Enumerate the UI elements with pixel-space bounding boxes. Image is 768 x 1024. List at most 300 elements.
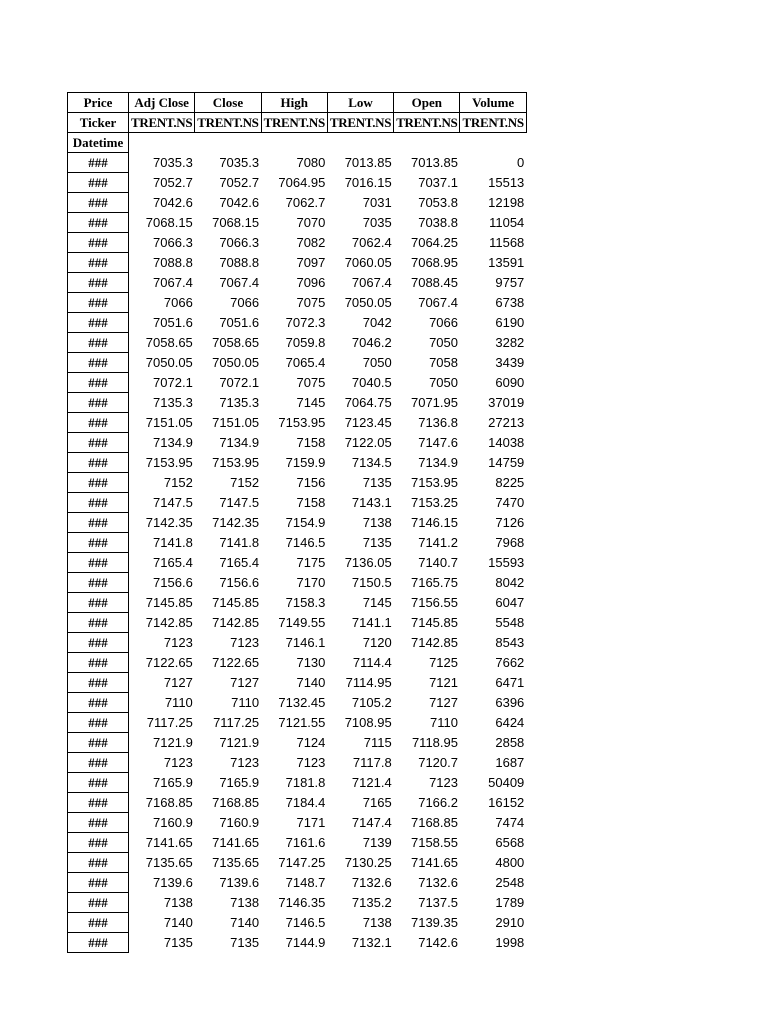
volume-cell[interactable]: 8225: [495, 475, 525, 490]
ticker-cell[interactable]: TRENT.NS: [129, 113, 195, 133]
adj-close-cell[interactable]: 7135: [163, 935, 193, 950]
datetime-cell[interactable]: ###: [68, 313, 129, 333]
adj-close-cell[interactable]: 7051.6: [153, 315, 193, 330]
volume-cell[interactable]: 1687: [495, 755, 525, 770]
low-cell[interactable]: 7145: [362, 595, 392, 610]
low-cell[interactable]: 7120: [362, 635, 392, 650]
high-cell[interactable]: 7123: [296, 755, 326, 770]
volume-cell[interactable]: 4800: [495, 855, 525, 870]
empty-cell[interactable]: [327, 133, 393, 153]
low-cell[interactable]: 7135: [362, 475, 392, 490]
low-cell[interactable]: 7050.05: [344, 295, 392, 310]
low-cell[interactable]: 7062.4: [351, 235, 392, 250]
low-cell[interactable]: 7042: [362, 315, 392, 330]
close-cell[interactable]: 7121.9: [219, 735, 260, 750]
open-cell[interactable]: 7038.8: [418, 215, 458, 230]
close-cell[interactable]: 7168.85: [212, 795, 260, 810]
close-cell[interactable]: 7110: [231, 695, 260, 710]
volume-cell[interactable]: 7470: [495, 495, 525, 510]
high-cell[interactable]: 7158.3: [285, 595, 326, 610]
close-cell[interactable]: 7072.1: [219, 375, 260, 390]
close-cell[interactable]: 7151.05: [212, 415, 260, 430]
volume-cell[interactable]: 14038: [488, 435, 525, 450]
high-cell[interactable]: 7175: [296, 555, 326, 570]
high-cell[interactable]: 7147.25: [278, 855, 326, 870]
high-cell[interactable]: 7080: [296, 155, 326, 170]
close-cell[interactable]: 7134.9: [219, 435, 260, 450]
low-cell[interactable]: 7031: [362, 195, 392, 210]
open-cell[interactable]: 7132.6: [418, 875, 458, 890]
close-cell[interactable]: 7135.65: [212, 855, 260, 870]
datetime-cell[interactable]: ###: [68, 233, 129, 253]
high-cell[interactable]: 7132.45: [278, 695, 326, 710]
datetime-cell[interactable]: ###: [68, 253, 129, 273]
low-cell[interactable]: 7046.2: [351, 335, 392, 350]
open-cell[interactable]: 7050: [429, 375, 458, 390]
adj-close-cell[interactable]: 7147.5: [153, 495, 193, 510]
ticker-cell[interactable]: TRENT.NS: [195, 113, 261, 133]
low-cell[interactable]: 7143.1: [351, 495, 392, 510]
adj-close-cell[interactable]: 7165.9: [153, 775, 193, 790]
high-cell[interactable]: 7184.4: [285, 795, 326, 810]
close-cell[interactable]: 7051.6: [219, 315, 260, 330]
adj-close-cell[interactable]: 7139.6: [153, 875, 193, 890]
datetime-cell[interactable]: ###: [68, 573, 129, 593]
low-cell[interactable]: 7138: [362, 515, 392, 530]
high-cell[interactable]: 7146.5: [285, 915, 326, 930]
low-cell[interactable]: 7122.05: [344, 435, 392, 450]
volume-cell[interactable]: 6424: [495, 715, 525, 730]
high-cell[interactable]: 7145: [296, 395, 326, 410]
ticker-cell[interactable]: TRENT.NS: [394, 113, 460, 133]
low-cell[interactable]: 7016.15: [344, 175, 392, 190]
low-cell[interactable]: 7117.8: [352, 755, 392, 770]
adj-close-cell[interactable]: 7135.65: [145, 855, 193, 870]
adj-close-cell[interactable]: 7134.9: [153, 435, 193, 450]
open-cell[interactable]: 7136.8: [418, 415, 458, 430]
datetime-cell[interactable]: ###: [68, 533, 129, 553]
low-cell[interactable]: 7136.05: [344, 555, 392, 570]
ticker-cell[interactable]: TRENT.NS: [460, 113, 526, 133]
volume-cell[interactable]: 15593: [488, 555, 525, 570]
low-cell[interactable]: 7134.5: [351, 455, 392, 470]
low-cell[interactable]: 7108.95: [344, 715, 392, 730]
datetime-cell[interactable]: ###: [68, 893, 129, 913]
adj-close-cell[interactable]: 7160.9: [153, 815, 193, 830]
empty-cell[interactable]: [460, 133, 526, 153]
volume-cell[interactable]: 11568: [489, 235, 525, 250]
close-cell[interactable]: 7088.8: [219, 255, 260, 270]
adj-close-cell[interactable]: 7066: [163, 295, 193, 310]
adj-close-cell[interactable]: 7052.7: [153, 175, 193, 190]
volume-cell[interactable]: 27213: [488, 415, 525, 430]
volume-cell[interactable]: 37019: [488, 395, 525, 410]
adj-close-cell[interactable]: 7067.4: [153, 275, 193, 290]
volume-cell[interactable]: 6471: [495, 675, 525, 690]
low-cell[interactable]: 7115: [363, 735, 392, 750]
low-cell[interactable]: 7013.85: [344, 155, 392, 170]
adj-close-cell[interactable]: 7152: [163, 475, 193, 490]
datetime-cell[interactable]: ###: [68, 813, 129, 833]
open-cell[interactable]: 7121: [429, 675, 458, 690]
high-cell[interactable]: 7159.9: [285, 455, 326, 470]
high-cell[interactable]: 7065.4: [285, 355, 326, 370]
adj-close-cell[interactable]: 7145.85: [145, 595, 193, 610]
volume-cell[interactable]: 3439: [495, 355, 525, 370]
adj-close-cell[interactable]: 7153.95: [145, 455, 193, 470]
close-cell[interactable]: 7135: [230, 935, 260, 950]
close-cell[interactable]: 7147.5: [219, 495, 260, 510]
open-cell[interactable]: 7125: [429, 655, 458, 670]
volume-cell[interactable]: 8543: [495, 635, 525, 650]
low-cell[interactable]: 7141.1: [351, 615, 392, 630]
close-cell[interactable]: 7138: [230, 895, 260, 910]
datetime-cell[interactable]: ###: [68, 673, 129, 693]
datetime-cell[interactable]: ###: [68, 433, 129, 453]
adj-close-cell[interactable]: 7066.3: [153, 235, 193, 250]
empty-cell[interactable]: [195, 133, 261, 153]
low-cell[interactable]: 7139: [362, 835, 392, 850]
high-cell[interactable]: 7171: [296, 815, 326, 830]
high-cell[interactable]: 7146.5: [285, 535, 326, 550]
volume-cell[interactable]: 8042: [495, 575, 525, 590]
volume-cell[interactable]: 15513: [488, 175, 525, 190]
datetime-cell[interactable]: ###: [68, 193, 129, 213]
datetime-cell[interactable]: ###: [68, 393, 129, 413]
high-cell[interactable]: 7075: [296, 375, 326, 390]
close-cell[interactable]: 7152: [230, 475, 260, 490]
open-cell[interactable]: 7120.7: [418, 755, 458, 770]
open-cell[interactable]: 7146.15: [410, 515, 458, 530]
open-cell[interactable]: 7153.25: [410, 495, 458, 510]
adj-close-cell[interactable]: 7050.05: [145, 355, 193, 370]
open-cell[interactable]: 7058: [429, 355, 458, 370]
volume-cell[interactable]: 16152: [488, 795, 525, 810]
datetime-cell[interactable]: ###: [68, 773, 129, 793]
open-cell[interactable]: 7066: [429, 315, 458, 330]
low-cell[interactable]: 7114.4: [352, 655, 392, 670]
high-cell[interactable]: 7097: [296, 255, 326, 270]
close-cell[interactable]: 7122.65: [212, 655, 260, 670]
datetime-cell[interactable]: ###: [68, 413, 129, 433]
high-cell[interactable]: 7140: [296, 675, 326, 690]
header-close[interactable]: Close: [195, 93, 261, 113]
high-cell[interactable]: 7156: [296, 475, 326, 490]
datetime-cell[interactable]: ###: [68, 553, 129, 573]
adj-close-cell[interactable]: 7142.35: [145, 515, 193, 530]
high-cell[interactable]: 7158: [296, 435, 326, 450]
close-cell[interactable]: 7156.6: [219, 575, 260, 590]
high-cell[interactable]: 7148.7: [285, 875, 326, 890]
adj-close-cell[interactable]: 7117.25: [146, 715, 193, 730]
high-cell[interactable]: 7170: [296, 575, 326, 590]
adj-close-cell[interactable]: 7121.9: [153, 735, 193, 750]
high-cell[interactable]: 7121.55: [278, 715, 326, 730]
header-high[interactable]: High: [261, 93, 327, 113]
header-price[interactable]: Price: [68, 93, 129, 113]
high-cell[interactable]: 7144.9: [285, 935, 326, 950]
low-cell[interactable]: 7132.6: [351, 875, 392, 890]
empty-cell[interactable]: [261, 133, 327, 153]
datetime-cell[interactable]: ###: [68, 153, 129, 173]
close-cell[interactable]: 7141.8: [219, 535, 260, 550]
open-cell[interactable]: 7118.95: [411, 735, 458, 750]
ticker-cell[interactable]: TRENT.NS: [261, 113, 327, 133]
close-cell[interactable]: 7123: [230, 635, 260, 650]
adj-close-cell[interactable]: 7072.1: [153, 375, 193, 390]
datetime-cell[interactable]: ###: [68, 873, 129, 893]
open-cell[interactable]: 7139.35: [410, 915, 458, 930]
datetime-cell[interactable]: ###: [68, 213, 129, 233]
close-cell[interactable]: 7142.35: [212, 515, 260, 530]
volume-cell[interactable]: 3282: [495, 335, 525, 350]
close-cell[interactable]: 7042.6: [219, 195, 260, 210]
close-cell[interactable]: 7127: [230, 675, 260, 690]
low-cell[interactable]: 7064.75: [344, 395, 392, 410]
high-cell[interactable]: 7146.35: [278, 895, 326, 910]
volume-cell[interactable]: 7126: [495, 515, 525, 530]
adj-close-cell[interactable]: 7123: [163, 635, 193, 650]
low-cell[interactable]: 7135: [362, 535, 392, 550]
low-cell[interactable]: 7067.4: [351, 275, 392, 290]
volume-cell[interactable]: 0: [517, 155, 525, 170]
open-cell[interactable]: 7127: [429, 695, 458, 710]
adj-close-cell[interactable]: 7058.65: [145, 335, 193, 350]
low-cell[interactable]: 7132.1: [351, 935, 392, 950]
adj-close-cell[interactable]: 7042.6: [153, 195, 193, 210]
open-cell[interactable]: 7037.1: [418, 175, 458, 190]
volume-cell[interactable]: 2548: [495, 875, 525, 890]
adj-close-cell[interactable]: 7140: [163, 915, 193, 930]
adj-close-cell[interactable]: 7088.8: [153, 255, 193, 270]
adj-close-cell[interactable]: 7141.65: [145, 835, 193, 850]
close-cell[interactable]: 7117.25: [213, 715, 260, 730]
close-cell[interactable]: 7058.65: [212, 335, 260, 350]
high-cell[interactable]: 7082: [296, 235, 326, 250]
volume-cell[interactable]: 2858: [495, 735, 525, 750]
datetime-cell[interactable]: ###: [68, 653, 129, 673]
datetime-cell[interactable]: ###: [68, 293, 129, 313]
open-cell[interactable]: 7166.2: [418, 795, 458, 810]
high-cell[interactable]: 7072.3: [285, 315, 326, 330]
open-cell[interactable]: 7147.6: [418, 435, 458, 450]
high-cell[interactable]: 7161.6: [285, 835, 326, 850]
datetime-cell[interactable]: ###: [68, 353, 129, 373]
volume-cell[interactable]: 6396: [495, 695, 525, 710]
volume-cell[interactable]: 12198: [488, 195, 525, 210]
high-cell[interactable]: 7064.95: [278, 175, 326, 190]
high-cell[interactable]: 7096: [296, 275, 326, 290]
low-cell[interactable]: 7105.2: [351, 695, 392, 710]
datetime-cell[interactable]: ###: [68, 593, 129, 613]
adj-close-cell[interactable]: 7138: [163, 895, 193, 910]
volume-cell[interactable]: 7474: [495, 815, 525, 830]
open-cell[interactable]: 7067.4: [418, 295, 458, 310]
close-cell[interactable]: 7153.95: [212, 455, 260, 470]
adj-close-cell[interactable]: 7141.8: [153, 535, 193, 550]
volume-cell[interactable]: 9757: [495, 275, 525, 290]
datetime-cell[interactable]: ###: [68, 833, 129, 853]
low-cell[interactable]: 7060.05: [344, 255, 392, 270]
high-cell[interactable]: 7181.8: [285, 775, 326, 790]
datetime-cell[interactable]: ###: [68, 733, 129, 753]
close-cell[interactable]: 7067.4: [219, 275, 260, 290]
adj-close-cell[interactable]: 7127: [163, 675, 193, 690]
close-cell[interactable]: 7068.15: [212, 215, 260, 230]
low-cell[interactable]: 7147.4: [351, 815, 392, 830]
close-cell[interactable]: 7066: [230, 295, 260, 310]
volume-cell[interactable]: 6047: [495, 595, 525, 610]
datetime-cell[interactable]: ###: [68, 513, 129, 533]
high-cell[interactable]: 7062.7: [285, 195, 326, 210]
header-adj-close[interactable]: Adj Close: [129, 93, 195, 113]
high-cell[interactable]: 7146.1: [285, 635, 326, 650]
close-cell[interactable]: 7141.65: [212, 835, 260, 850]
adj-close-cell[interactable]: 7035.3: [153, 155, 193, 170]
high-cell[interactable]: 7070: [296, 215, 326, 230]
datetime-cell[interactable]: ###: [68, 933, 129, 953]
volume-cell[interactable]: 1998: [495, 935, 525, 950]
index-label[interactable]: Datetime: [68, 133, 129, 153]
datetime-cell[interactable]: ###: [68, 633, 129, 653]
open-cell[interactable]: 7110: [430, 715, 458, 730]
open-cell[interactable]: 7053.8: [418, 195, 458, 210]
volume-cell[interactable]: 6738: [495, 295, 525, 310]
adj-close-cell[interactable]: 7123: [163, 755, 193, 770]
high-cell[interactable]: 7124: [296, 735, 326, 750]
open-cell[interactable]: 7168.85: [410, 815, 458, 830]
open-cell[interactable]: 7158.55: [410, 835, 458, 850]
datetime-cell[interactable]: ###: [68, 333, 129, 353]
volume-cell[interactable]: 11054: [489, 215, 525, 230]
open-cell[interactable]: 7068.95: [410, 255, 458, 270]
volume-cell[interactable]: 6190: [495, 315, 525, 330]
datetime-cell[interactable]: ###: [68, 913, 129, 933]
header-low[interactable]: Low: [327, 93, 393, 113]
datetime-cell[interactable]: ###: [68, 853, 129, 873]
low-cell[interactable]: 7165: [362, 795, 392, 810]
datetime-cell[interactable]: ###: [68, 793, 129, 813]
adj-close-cell[interactable]: 7156.6: [153, 575, 193, 590]
close-cell[interactable]: 7145.85: [212, 595, 260, 610]
adj-close-cell[interactable]: 7110: [164, 695, 193, 710]
datetime-cell[interactable]: ###: [68, 713, 129, 733]
datetime-cell[interactable]: ###: [68, 373, 129, 393]
header-volume[interactable]: Volume: [460, 93, 526, 113]
open-cell[interactable]: 7156.55: [410, 595, 458, 610]
open-cell[interactable]: 7165.75: [410, 575, 458, 590]
open-cell[interactable]: 7145.85: [410, 615, 458, 630]
ticker-cell[interactable]: TRENT.NS: [327, 113, 393, 133]
low-cell[interactable]: 7040.5: [351, 375, 392, 390]
close-cell[interactable]: 7165.9: [219, 775, 260, 790]
high-cell[interactable]: 7149.55: [278, 615, 326, 630]
datetime-cell[interactable]: ###: [68, 753, 129, 773]
open-cell[interactable]: 7064.25: [410, 235, 458, 250]
close-cell[interactable]: 7035.3: [219, 155, 260, 170]
adj-close-cell[interactable]: 7168.85: [145, 795, 193, 810]
low-cell[interactable]: 7150.5: [351, 575, 392, 590]
high-cell[interactable]: 7130: [296, 655, 326, 670]
datetime-cell[interactable]: ###: [68, 693, 129, 713]
low-cell[interactable]: 7123.45: [344, 415, 392, 430]
open-cell[interactable]: 7140.7: [418, 555, 458, 570]
close-cell[interactable]: 7140: [230, 915, 260, 930]
low-cell[interactable]: 7114.95: [345, 675, 392, 690]
low-cell[interactable]: 7138: [362, 915, 392, 930]
volume-cell[interactable]: 7662: [495, 655, 525, 670]
volume-cell[interactable]: 13591: [488, 255, 525, 270]
open-cell[interactable]: 7050: [429, 335, 458, 350]
empty-cell[interactable]: [129, 133, 195, 153]
datetime-cell[interactable]: ###: [68, 273, 129, 293]
adj-close-cell[interactable]: 7151.05: [145, 415, 193, 430]
volume-cell[interactable]: 2910: [495, 915, 525, 930]
open-cell[interactable]: 7071.95: [410, 395, 458, 410]
low-cell[interactable]: 7135.2: [351, 895, 392, 910]
volume-cell[interactable]: 5548: [495, 615, 525, 630]
adj-close-cell[interactable]: 7142.85: [145, 615, 193, 630]
close-cell[interactable]: 7052.7: [219, 175, 260, 190]
adj-close-cell[interactable]: 7122.65: [145, 655, 193, 670]
open-cell[interactable]: 7088.45: [410, 275, 458, 290]
low-cell[interactable]: 7050: [362, 355, 392, 370]
close-cell[interactable]: 7135.3: [219, 395, 260, 410]
close-cell[interactable]: 7050.05: [212, 355, 260, 370]
volume-cell[interactable]: 50409: [488, 775, 525, 790]
volume-cell[interactable]: 6568: [495, 835, 525, 850]
open-cell[interactable]: 7137.5: [418, 895, 458, 910]
high-cell[interactable]: 7154.9: [285, 515, 326, 530]
empty-cell[interactable]: [394, 133, 460, 153]
header-open[interactable]: Open: [394, 93, 460, 113]
ticker-label[interactable]: Ticker: [68, 113, 129, 133]
open-cell[interactable]: 7142.6: [418, 935, 458, 950]
close-cell[interactable]: 7139.6: [219, 875, 260, 890]
adj-close-cell[interactable]: 7068.15: [145, 215, 193, 230]
low-cell[interactable]: 7130.25: [344, 855, 392, 870]
close-cell[interactable]: 7142.85: [212, 615, 260, 630]
close-cell[interactable]: 7160.9: [219, 815, 260, 830]
volume-cell[interactable]: 14759: [488, 455, 525, 470]
datetime-cell[interactable]: ###: [68, 453, 129, 473]
open-cell[interactable]: 7013.85: [410, 155, 458, 170]
adj-close-cell[interactable]: 7135.3: [153, 395, 193, 410]
close-cell[interactable]: 7165.4: [219, 555, 260, 570]
open-cell[interactable]: 7142.85: [410, 635, 458, 650]
open-cell[interactable]: 7153.95: [410, 475, 458, 490]
high-cell[interactable]: 7059.8: [285, 335, 326, 350]
low-cell[interactable]: 7121.4: [351, 775, 392, 790]
volume-cell[interactable]: 1789: [495, 895, 525, 910]
datetime-cell[interactable]: ###: [68, 473, 129, 493]
open-cell[interactable]: 7141.2: [418, 535, 458, 550]
high-cell[interactable]: 7153.95: [278, 415, 326, 430]
low-cell[interactable]: 7035: [362, 215, 392, 230]
adj-close-cell[interactable]: 7165.4: [153, 555, 193, 570]
open-cell[interactable]: 7134.9: [418, 455, 458, 470]
volume-cell[interactable]: 7968: [495, 535, 525, 550]
high-cell[interactable]: 7158: [296, 495, 326, 510]
close-cell[interactable]: 7123: [230, 755, 260, 770]
close-cell[interactable]: 7066.3: [219, 235, 260, 250]
datetime-cell[interactable]: ###: [68, 613, 129, 633]
open-cell[interactable]: 7123: [429, 775, 458, 790]
volume-cell[interactable]: 6090: [495, 375, 525, 390]
datetime-cell[interactable]: ###: [68, 173, 129, 193]
open-cell[interactable]: 7141.65: [410, 855, 458, 870]
datetime-cell[interactable]: ###: [68, 493, 129, 513]
